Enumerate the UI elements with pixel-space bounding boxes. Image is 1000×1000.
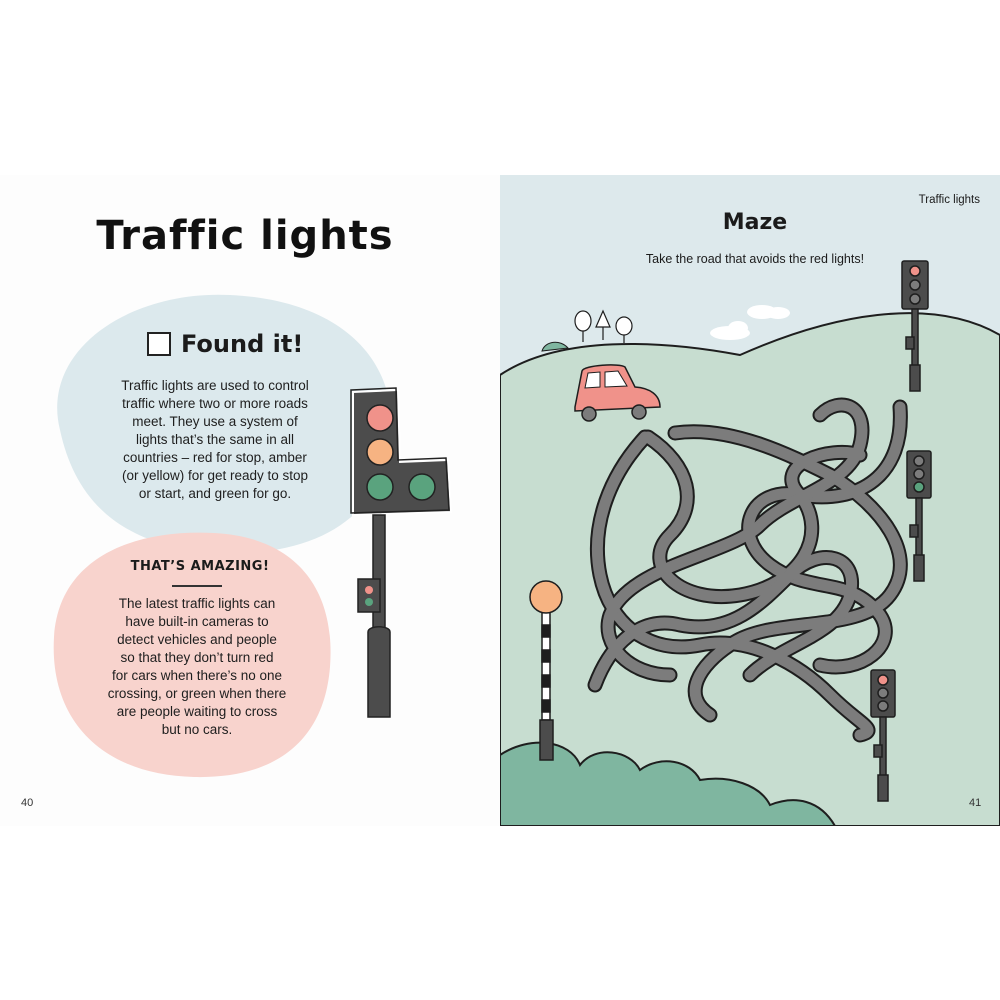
cloud-icon xyxy=(710,305,790,340)
traffic-light-illustration xyxy=(348,387,458,722)
intro-line: Traffic lights are used to control xyxy=(121,378,309,393)
amazing-line: but no cars. xyxy=(161,722,233,737)
maze-instruction: Take the road that avoids the red lights! xyxy=(645,252,865,266)
amazing-line: for cars when there’s no one xyxy=(111,668,283,683)
checkbox-icon[interactable] xyxy=(147,332,171,356)
amazing-line: crossing, or green when there xyxy=(107,686,287,701)
page-title: Traffic lights xyxy=(96,213,394,259)
maze-landscape xyxy=(500,175,1000,826)
found-it-label xyxy=(147,330,303,358)
intro-line: countries – red for stop, amber xyxy=(123,450,307,465)
running-head: Traffic lights xyxy=(918,194,980,206)
maze-title: Maze xyxy=(722,210,788,235)
amazing-line: The latest traffic lights can xyxy=(118,596,276,611)
amazing-line: detect vehicles and people xyxy=(117,632,277,647)
amazing-line: have built-in cameras to xyxy=(125,614,269,629)
amazing-paragraph xyxy=(77,595,317,739)
amazing-line: so that they don’t turn red xyxy=(120,650,274,665)
right-page xyxy=(500,175,1000,826)
intro-line: meet. They use a system of xyxy=(132,414,298,429)
amazing-heading: THAT’S AMAZING! xyxy=(130,559,270,574)
intro-paragraph xyxy=(95,377,335,503)
intro-line: lights that’s the same in all xyxy=(135,432,295,447)
divider xyxy=(172,585,222,587)
intro-line: traffic where two or more roads xyxy=(122,396,308,411)
intro-line: (or yellow) for get ready to stop xyxy=(121,468,309,483)
tree-icon xyxy=(575,311,632,343)
found-it-text: Found it! xyxy=(181,330,304,358)
amazing-line: are people waiting to cross xyxy=(116,704,278,719)
page-number: 40 xyxy=(21,797,34,809)
intro-line: or start, and green for go. xyxy=(138,486,292,501)
left-page xyxy=(0,175,500,826)
page-number: 41 xyxy=(969,797,982,809)
